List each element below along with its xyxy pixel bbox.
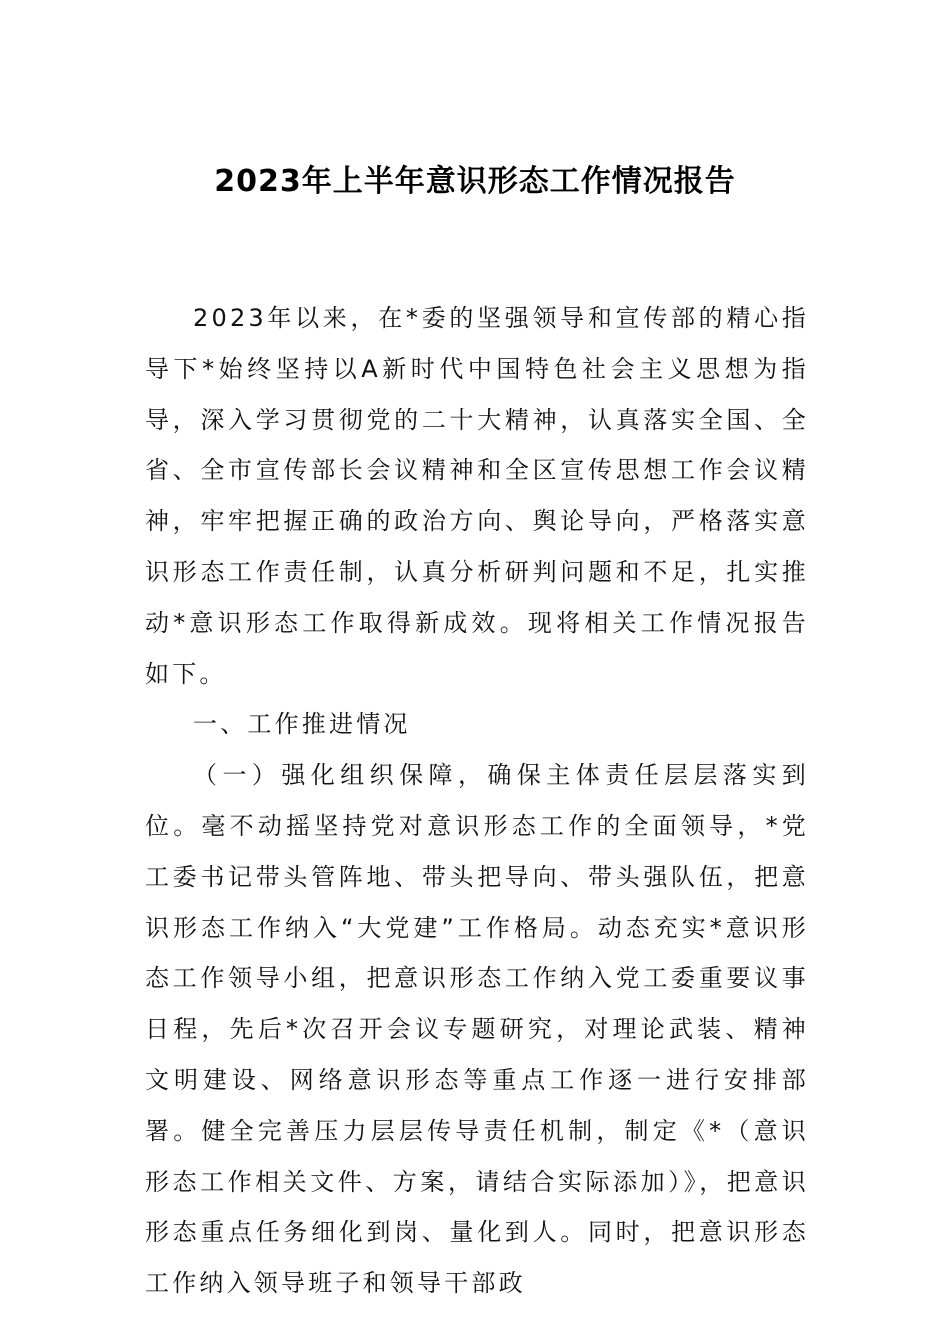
section-paragraph: （一）强化组织保障，确保主体责任层层落实到位。毫不动摇坚持党对意识形态工作的全面领导，*党工委书记带头管阵地、带头把导向、带头强队伍，把意识形态工作纳入“大党建”工作格局。动态充实*意识形态工作领导小组，把意识形态工作纳入党工委重要议事日程，先后*次召开会议专题研究，对理论武装、精神文明建设、网络意识形态等重点工作逐一进行安排部署。健全完善压力层层传导责任机制，制定《*（意识形态工作相关文件、方案，请结合实际添加）》，把意识形态重点任务细化到岗、量化到人。同时，把意识形态工作纳入领导班子和领导干部政 xyxy=(145,761,809,1298)
section-heading: 一、工作推进情况 xyxy=(193,710,411,739)
intro-paragraph: 2023年以来，在*委的坚强领导和宣传部的精心指导下*始终坚持以A新时代中国特色社会主义思想为指导，深入学习贯彻党的二十大精神，认真落实全国、全省、全市宣传部长会议精神和全区宣传思想工作会议精神，牢牢把握正确的政治方向、舆论导向，严格落实意识形态工作责任制，认真分析研判问题和不足，扎实推动*意识形态工作取得新成效。现将相关工作情况报告如下。 xyxy=(145,304,809,688)
document-title: 2023年上半年意识形态工作情况报告 xyxy=(214,164,736,199)
document-body xyxy=(145,293,809,1309)
